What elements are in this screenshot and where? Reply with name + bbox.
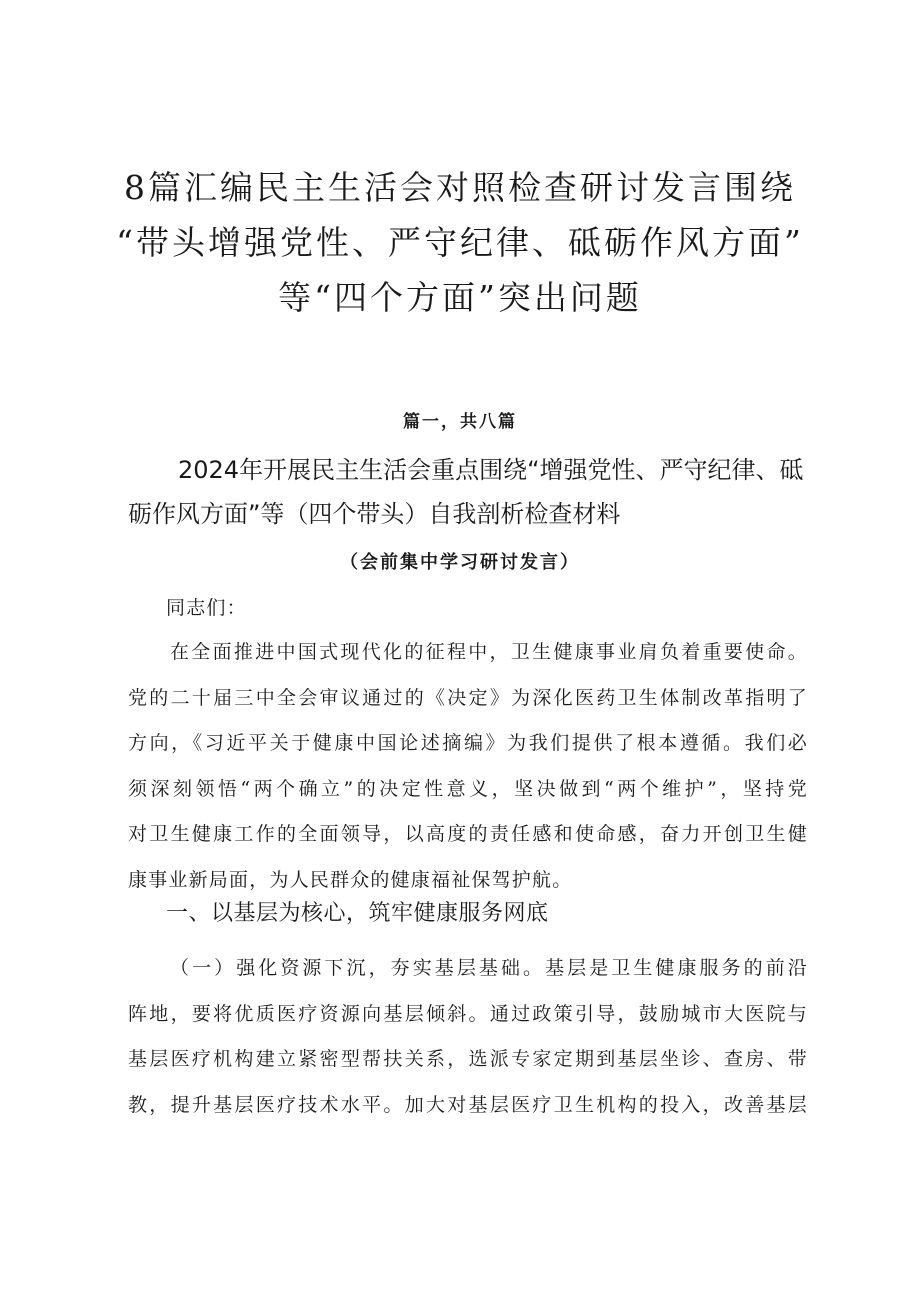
paragraph-line: 康事业新局面，为人民群众的健康福祉保驾护航。 xyxy=(128,868,573,891)
main-title xyxy=(60,160,860,325)
paragraph-line: 对卫生健康工作的全面领导，以高度的责任感和使命感，奋力开创卫生健 xyxy=(128,823,808,846)
paragraph-line: 方向，《习近平关于健康中国论述摘编》为我们提供了根本遵循。我们必 xyxy=(128,732,808,755)
main-title-line-3: 等“四个方面”突出问题 xyxy=(278,278,642,317)
paragraph-line: 教，提升基层医疗技术水平。加大对基层医疗卫生机构的投入，改善基层 xyxy=(128,1093,808,1116)
article-title-line-2: 砺作风方面”等（四个带头）自我剖析检查材料 xyxy=(128,500,621,528)
article-title xyxy=(128,448,808,536)
article-title-line-1: 2024年开展民主生活会重点围绕“增强党性、严守纪律、砥 xyxy=(178,456,804,484)
section-label: 篇一，共八篇 xyxy=(403,412,517,432)
paragraph-1 xyxy=(128,630,808,904)
subtitle: （会前集中学习研讨发言） xyxy=(340,552,580,573)
paragraph-line: 在全面推进中国式现代化的征程中，卫生健康事业肩负着重要使命。 xyxy=(170,641,808,663)
main-title-line-1: 8篇汇编民主生活会对照检查研讨发言围绕 xyxy=(124,168,796,207)
section-heading-1: 一、以基层为核心，筑牢健康服务网底 xyxy=(166,901,549,926)
paragraph-line: 阵地，要将优质医疗资源向基层倾斜。通过政策引导，鼓励城市大医院与 xyxy=(128,1002,808,1025)
paragraph-line: 须深刻领悟“两个确立”的决定性意义，坚决做到“两个维护”，坚持党 xyxy=(128,777,808,800)
paragraph-line: （一）强化资源下沉，夯实基层基础。基层是卫生健康服务的前沿 xyxy=(170,957,808,979)
salutation: 同志们： xyxy=(166,597,247,619)
paragraph-2 xyxy=(128,946,808,1128)
paragraph-line: 党的二十届三中全会审议通过的《决定》为深化医药卫生体制改革指明了 xyxy=(128,686,808,709)
main-title-line-2: “带头增强党性、严守纪律、砥砺作风方面” xyxy=(116,223,804,262)
paragraph-line: 基层医疗机构建立紧密型帮扶关系，选派专家定期到基层坐诊、查房、带 xyxy=(128,1048,808,1071)
